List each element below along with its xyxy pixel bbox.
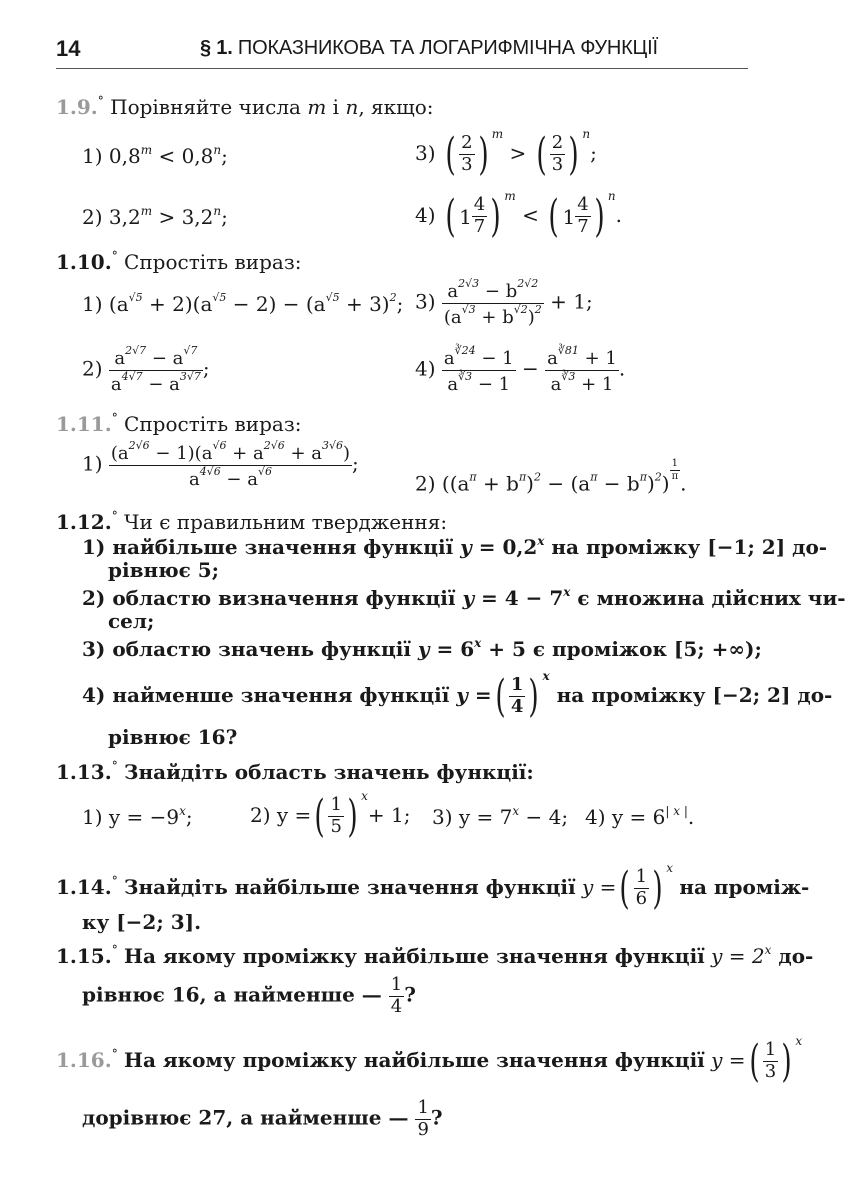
label: 3) bbox=[415, 141, 436, 165]
exp: m bbox=[504, 189, 516, 203]
problem-1-12-line-3: 2) областю визначення функції $y = 4 - 7^x$ є множина дійсних чи- bbox=[82, 585, 846, 610]
problem-text: Знайдіть область значень функції: bbox=[124, 760, 534, 784]
fraction: $\frac{a^{∛24} - 1}{a^{∛3} - 1}$ bbox=[443, 344, 514, 395]
section-title: ПОКАЗНИКОВА ТА ЛОГАРИФМІЧНА ФУНКЦІЇ bbox=[237, 37, 658, 59]
var: n bbox=[345, 95, 359, 119]
var: m bbox=[307, 95, 327, 119]
problem-1-11-item-1: 1) $\frac{(a^{2√6} - 1)(a^{√6} + a^{2√6} + a^{3√6})}{a^{4√6} - a^{√6}}$ ; bbox=[82, 439, 359, 490]
expr: 1) 0,8 bbox=[82, 144, 141, 168]
problem-1-12-line-5: 3) областю значень функції $y = 6^x + 5$ є проміжок [5; +∞); bbox=[82, 636, 762, 661]
problem-number: 1.9. bbox=[56, 95, 98, 119]
text: , якщо: bbox=[358, 95, 434, 119]
exp: n bbox=[582, 127, 591, 141]
exp: m bbox=[140, 204, 153, 218]
fraction: $\frac{4}{7}$ bbox=[577, 194, 589, 237]
problem-1-14-line-1: 1.14.° Знайдіть найбільше значення функції y =( $\frac{1}{6}$ ) $^x$ на проміж- bbox=[56, 861, 810, 914]
exp: n bbox=[607, 189, 616, 203]
problem-1-9-item-2: 2) $3,2^m > 3,2^n$; bbox=[82, 204, 228, 229]
fraction: $\frac{(a^{2√6} - 1)(a^{√6} + a^{2√6} + a^{3√6})}{a^{4√6} - a^{√6}}$ bbox=[110, 439, 351, 490]
label: 2) bbox=[82, 356, 103, 381]
problem-text: На якому проміжку найбільше значення функції bbox=[124, 944, 705, 968]
problem-1-10-heading: 1.10.° Спростіть вираз: bbox=[56, 249, 302, 274]
rel: > bbox=[509, 141, 527, 165]
problem-text: Спростіть вираз: bbox=[124, 250, 302, 274]
problem-1-10-item-4: 4) $\frac{a^{∛24} - 1}{a^{∛3} - 1}$ − $\frac{a^{∛81} + 1}{a^{∛3} + 1}$ . bbox=[415, 344, 626, 395]
label: 3) bbox=[415, 289, 436, 314]
problem-1-12-line-7: рівнює 16? bbox=[108, 725, 238, 749]
problem-number: 1.10. bbox=[56, 250, 112, 274]
problem-1-10-item-1: 1) $(a^{√5} + 2)(a^{√5} - 2) - (a^{√5} + 3)^2$; bbox=[82, 291, 404, 316]
problem-1-9-item-4: 4) ( 1 $\frac{4}{7}$ ) $^m$ < ( 1 $\frac{4}{7}$ ) $^n$. bbox=[415, 189, 622, 242]
problem-number: 1.16. bbox=[56, 1048, 112, 1072]
label: 1) bbox=[82, 451, 103, 476]
expr: 2) 3,2 bbox=[82, 205, 141, 229]
problem-1-13-item-2: 2) y =( $\frac{1}{5}$ ) $^x$+ 1; bbox=[250, 789, 411, 842]
page-number: 14 bbox=[56, 36, 81, 61]
problem-text: Чи є правильним твердження: bbox=[124, 510, 448, 534]
problem-1-13-item-3: 3) $y = 7^x - 4$; bbox=[432, 804, 569, 829]
header-rule bbox=[56, 68, 748, 69]
punct: ; bbox=[221, 144, 228, 168]
problem-1-9-heading: 1.9.° Порівняйте числа m і n, якщо: bbox=[56, 94, 434, 119]
rel: < bbox=[522, 203, 539, 227]
exp: n bbox=[213, 204, 222, 218]
problem-number: 1.13. bbox=[56, 760, 112, 784]
label: 4) bbox=[415, 356, 436, 381]
label: 4) bbox=[415, 203, 436, 227]
problem-1-15-line-2: рівнює 16, а найменше — $\frac{1}{4}$ ? bbox=[82, 974, 416, 1017]
exp: m bbox=[140, 143, 153, 157]
problem-1-11-heading: 1.11.° Спростіть вираз: bbox=[56, 411, 302, 436]
page-header bbox=[0, 0, 781, 75]
problem-number: 1.15. bbox=[56, 944, 112, 968]
problem-1-12-line-4: сел; bbox=[108, 609, 155, 633]
problem-1-12-heading: 1.12.° Чи є правильним твердження: bbox=[56, 509, 448, 534]
problem-1-9-item-3: 3) ( $\frac{2}{3}$ ) $^m$ > ( $\frac{2}{3}$ ) $^n$; bbox=[415, 127, 597, 180]
problem-text: На якому проміжку найбільше значення функції bbox=[124, 1048, 705, 1072]
problem-1-12-line-2: рівнює 5; bbox=[108, 558, 220, 582]
problem-1-16-line-2: дорівнює 27, а найменше — $\frac{1}{9}$ ? bbox=[82, 1097, 443, 1140]
problem-number: 1.14. bbox=[56, 875, 112, 899]
fraction: $\frac{1}{\pi}$ bbox=[671, 458, 679, 482]
problem-1-12-line-1: 1) найбільше значення функції $y = 0,2^x$ на проміжку [−1; 2] до- bbox=[82, 534, 828, 559]
problem-number: 1.11. bbox=[56, 412, 112, 436]
problem-text: Спростіть вираз: bbox=[124, 412, 302, 436]
problem-1-10-item-3: 3) $\frac{a^{2√3} - b^{2√2}}{(a^{√3} + b^{√2})^2}$ + 1; bbox=[415, 277, 593, 328]
problem-1-9-item-1 bbox=[82, 144, 228, 166]
problem-text: Знайдіть найбільше значення функції bbox=[124, 875, 576, 899]
fraction: $\frac{2}{3}$ bbox=[551, 132, 564, 175]
expr: < 0,8 bbox=[152, 144, 214, 168]
fraction: $\frac{a^{2√3} - b^{2√2}}{(a^{√3} + b^{√2})^2}$ bbox=[443, 277, 542, 328]
problem-1-12-line-6: 4) найменше значення функції y =( $\frac{1}{4}$ ) $^x$ на проміжку [−2; 2] до- bbox=[82, 669, 833, 722]
fraction: $\frac{a^{∛81} + 1}{a^{∛3} + 1}$ bbox=[547, 344, 617, 395]
problem-1-13-item-1: 1) $y = -9^x$; bbox=[82, 804, 193, 829]
problem-1-16-line-1: 1.16.° На якому проміжку найбільше значення функції y =( $\frac{1}{3}$ ) $^x$ bbox=[56, 1034, 803, 1087]
expr: > 3,2 bbox=[152, 205, 214, 229]
problem-number: 1.12. bbox=[56, 510, 112, 534]
fraction: $\frac{4}{7}$ bbox=[473, 194, 486, 237]
problem-1-11-item-2: 2) $((a^\pi + b^\pi)^2 - (a^\pi - b^\pi)^2)$ $\frac{1}{\pi}$ . bbox=[415, 458, 687, 496]
problem-text: Порівняйте числа bbox=[110, 95, 301, 119]
fraction: $\frac{a^{2√7} - a^{√7}}{a^{4√7} - a^{3√7}}$ bbox=[110, 344, 201, 395]
conj: і bbox=[332, 95, 340, 119]
exp: n bbox=[213, 143, 222, 157]
problem-1-10-item-2: 2) $\frac{a^{2√7} - a^{√7}}{a^{4√7} - a^{3√7}}$ ; bbox=[82, 344, 210, 395]
problem-1-13-heading: 1.13.° Знайдіть область значень функції: bbox=[56, 759, 534, 784]
exp: m bbox=[491, 127, 504, 141]
section-mark: § 1. bbox=[200, 37, 233, 59]
problem-1-15-line-1: 1.15.° На якому проміжку найбільше значення функції $y = 2^x$ до- bbox=[56, 943, 814, 968]
label: 2) bbox=[415, 471, 436, 496]
running-head bbox=[200, 37, 658, 60]
fraction: $\frac{2}{3}$ bbox=[461, 132, 473, 175]
problem-1-14-line-2: ку [−2; 3]. bbox=[82, 910, 202, 934]
problem-1-13-item-4: 4) $y = 6^{| x |}$. bbox=[585, 804, 695, 829]
